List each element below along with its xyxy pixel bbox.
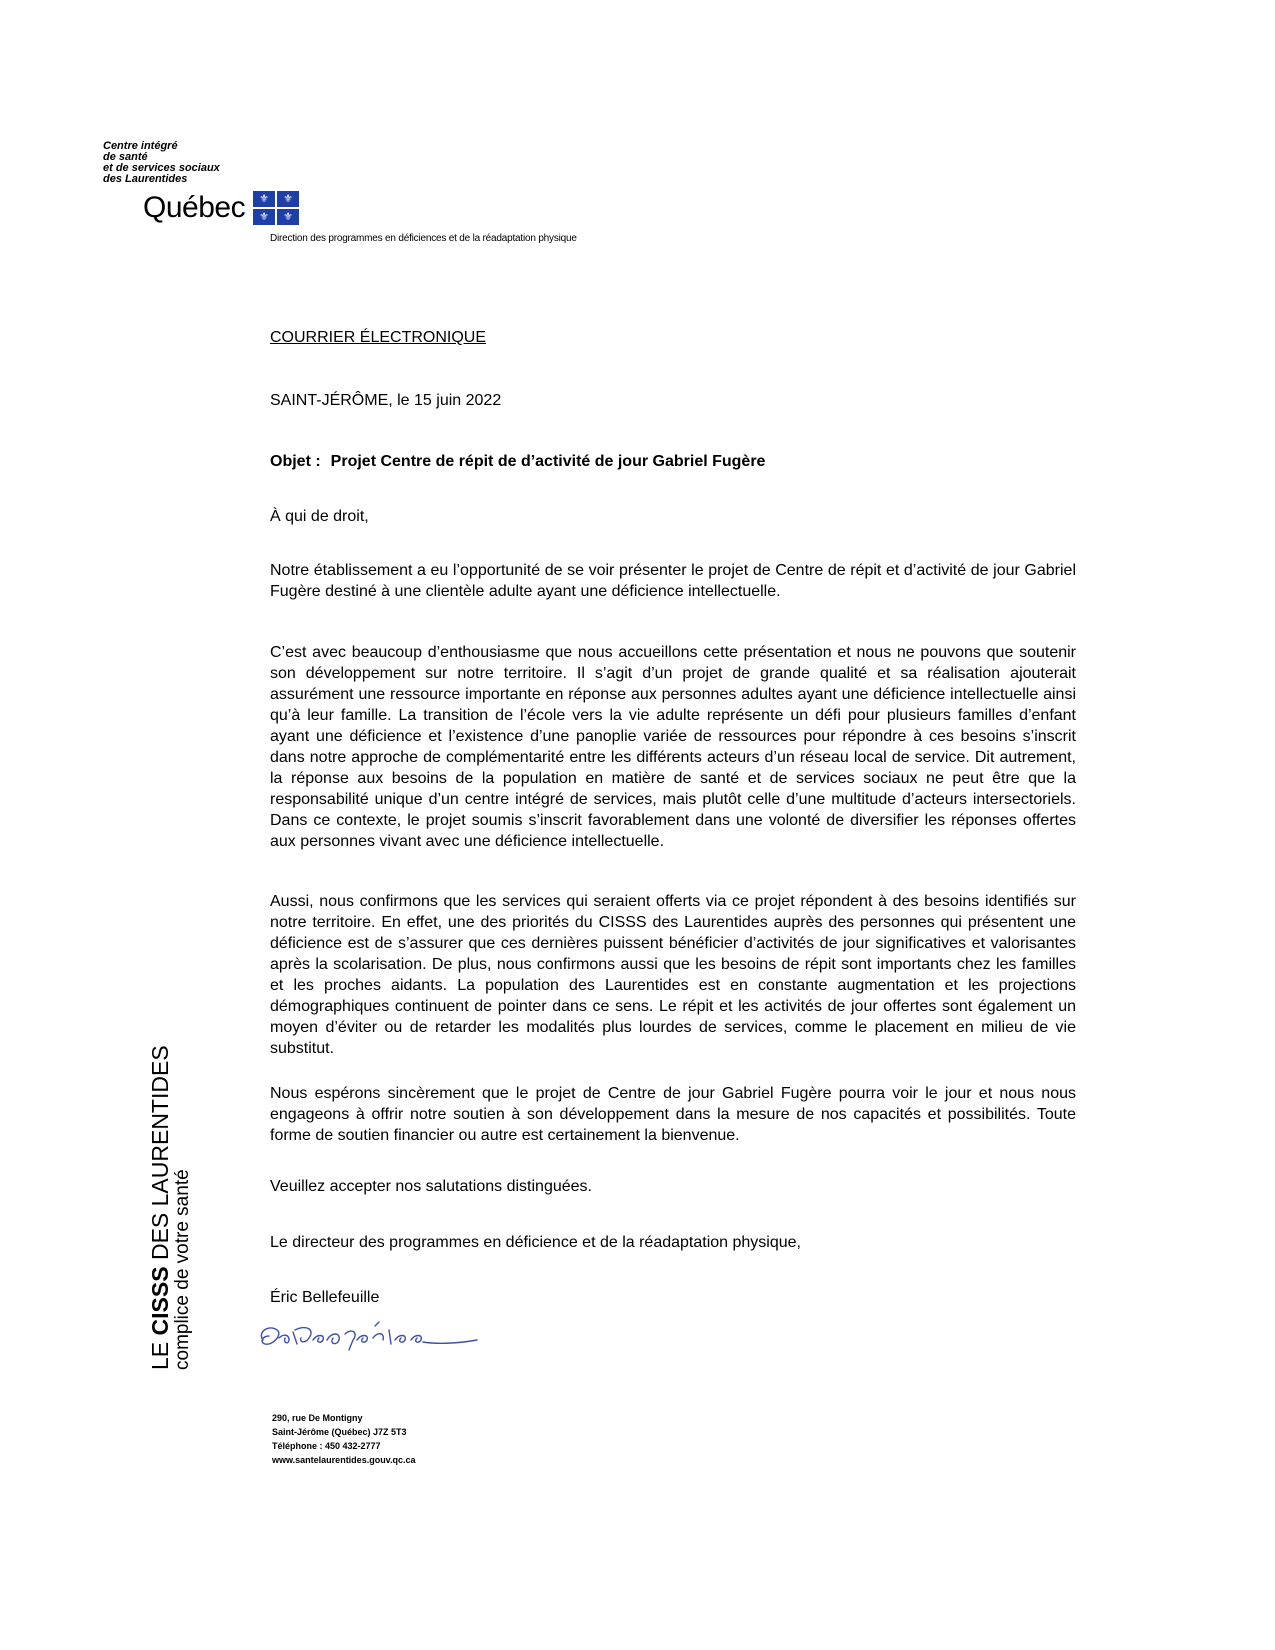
fleur-de-lis-icon: ⚜ [277, 191, 299, 207]
org-name-line-1: Centre intégré [103, 140, 178, 152]
letter-heading: COURRIER ÉLECTRONIQUE [270, 329, 487, 346]
paragraph: Aussi, nous confirmons que les services qui seraient offerts via ce projet répondent à des besoins identifiés sur notre territoire. En effet, une des priorités du CISSS des Laurentides auprès des personnes qui présentent une déficience est de s’assurer que ces dernières puissent bénéficier d’activités de jour significatives et valorisantes après la scolarisation. De plus, nous confirmons aussi que les besoins de répit sont importants chez les familles et les proches aidants. La population des Laurentides est en constante augmentation et les projections démographiques continuent de pointer dans ce sens. Le répit et les activités de jour offertes sont également un moyen d’éviter ou de retarder les modalités plus lourdes de services, comme le placement en milieu de vie substitut. [270, 893, 1076, 1057]
letter-object [270, 451, 765, 472]
quebec-wordmark [143, 191, 299, 225]
address-street: 290, rue De Montigny [272, 1413, 363, 1423]
paragraph: Nous espérons sincèrement que le projet de Centre de jour Gabriel Fugère pourra voir le jour et nous nous engageons à offrir notre soutien à son développement dans la mesure de nos capacités et possibilités. Toute forme de soutien financier ou autre est certainement la bienvenue. [270, 1085, 1076, 1144]
quebec-flag-icon [253, 191, 299, 225]
org-name-line-2: de santé [103, 151, 148, 163]
footer-address [272, 1411, 416, 1467]
side-logo-cisss: CISSS [147, 1266, 173, 1336]
address-website: www.santelaurentides.gouv.qc.ca [272, 1455, 416, 1465]
paragraph: Notre établissement a eu l’opportunité de se voir présenter le projet de Centre de répit et d’activité de jour Gabriel Fugère destiné à une clientèle adulte ayant une déficience intellectuelle. [270, 562, 1076, 600]
side-logo-le: LE [147, 1341, 173, 1370]
direction-name: Direction des programmes en déficiences et de la réadaptation physique [270, 233, 577, 244]
address-phone: Téléphone : 450 432-2777 [272, 1441, 381, 1451]
object-label: Objet : [270, 453, 321, 470]
fleur-de-lis-icon: ⚜ [253, 209, 275, 225]
organization-logo [103, 140, 294, 224]
handwritten-signature [255, 1318, 485, 1358]
object-text: Projet Centre de répit de d’activité de jour Gabriel Fugère [330, 453, 766, 470]
closing: Veuillez accepter nos salutations distinguées. [270, 1178, 592, 1195]
side-logo-tagline: complice de votre santé [172, 1169, 193, 1370]
address-city: Saint-Jérôme (Québec) J7Z 5T3 [272, 1427, 407, 1437]
salutation: À qui de droit, [270, 508, 369, 525]
side-logo-region: DES LAURENTIDES [147, 1045, 173, 1261]
quebec-word: Québec [143, 191, 246, 224]
org-name-line-3: et de services sociaux [103, 162, 220, 174]
side-logo-line-1 [147, 1045, 173, 1370]
paragraph: C’est avec beaucoup d’enthousiasme que nous accueillons cette présentation et nous ne pouvons que soutenir son développement sur notre territoire. Il s’agit d’un projet de grande qualité et sa réalisation ajouterait assurément une ressource importante en réponse aux personnes adultes ayant une déficience intellectuelle ainsi qu’à leur famille. La transition de l’école vers la vie adulte représente un défi pour plusieurs familles d’enfant ayant une déficience et l’existence d’une panoplie variée de ressources pour répondre à ces besoins s’inscrit dans notre approche de complémentarité entre les différents acteurs d’un réseau local de service. Dit autrement, la réponse aux besoins de la population en matière de santé et de services sociaux ne peut être que la responsabilité unique d’un centre intégré de services, mais plutôt celle d’une multitude d’acteurs intersectoriels. Dans ce contexte, le projet soumis s’inscrit favorablement dans une volonté de diversifier les réponses offertes aux personnes vivant avec une déficience intellectuelle. [270, 644, 1076, 850]
letter-date: SAINT-JÉRÔME, le 15 juin 2022 [270, 392, 502, 409]
fleur-de-lis-icon: ⚜ [253, 191, 275, 207]
signer-name: Éric Bellefeuille [270, 1289, 380, 1306]
letter-body [270, 327, 1076, 1306]
fleur-de-lis-icon: ⚜ [277, 209, 299, 225]
cisss-vertical-logo [147, 1045, 193, 1370]
org-name-line-4: des Laurentides [103, 173, 188, 185]
director-title: Le directeur des programmes en déficience et de la réadaptation physique, [270, 1234, 801, 1251]
